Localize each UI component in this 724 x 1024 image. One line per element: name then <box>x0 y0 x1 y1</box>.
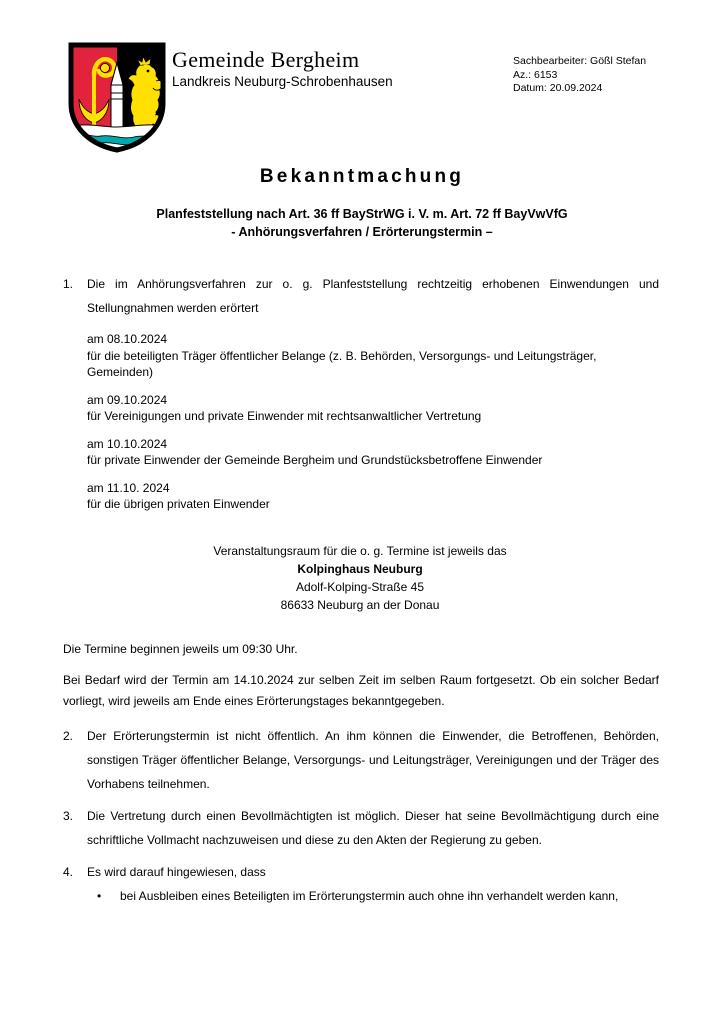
item-4-text: Es wird darauf hingewiesen, dass <box>87 864 266 879</box>
date-description: für die beteiligten Träger öffentlicher Belange (z. B. Behörden, Versorgungs- und Leitungsträger, Gemeinden) <box>87 348 597 379</box>
date-description: für private Einwender der Gemeinde Bergheim und Grundstücksbetroffene Einwender <box>87 453 543 467</box>
organization-block <box>172 47 492 90</box>
item-marker: 2. <box>63 728 74 743</box>
date-label: am 08.10.2024 <box>87 332 168 346</box>
date-label: am 09.10.2024 <box>87 392 168 407</box>
item-1-lead: Die im Anhörungsverfahren zur o. g. Planfeststellung rechtzeitig erhobenen Einwendungen und Stellungnahmen werden erörtert <box>87 277 659 315</box>
numbered-item-4 <box>63 860 659 908</box>
venue-name: Kolpinghaus Neuburg <box>297 561 423 576</box>
document-title: Bekanntmachung <box>259 166 465 187</box>
document-body <box>63 272 659 908</box>
numbered-item-3 <box>63 804 659 852</box>
meta-file-number: Az.: 6153 <box>513 68 558 81</box>
date-label: am 10.10.2024 <box>87 436 168 451</box>
bullet-point-icon: • <box>97 888 102 903</box>
numbered-item-1 <box>63 272 659 513</box>
bullet-item-1 <box>87 884 659 908</box>
meta-date: Datum: 20.09.2024 <box>513 82 603 94</box>
date-group-4 <box>87 480 659 513</box>
venue-street: Adolf-Kolping-Straße 45 <box>295 579 425 594</box>
date-description: für Vereinigungen und private Einwender mit rechtsanwaltlicher Vertretung <box>87 409 482 423</box>
subtitle-line-1: Planfeststellung nach Art. 36 ff BayStrWG i. V. m. Art. 72 ff BayVwVfG <box>156 207 568 221</box>
date-group-1 <box>87 331 659 381</box>
item-marker: 4. <box>63 864 74 879</box>
venue-city: 86633 Neuburg an der Donau <box>280 597 440 612</box>
start-time-note: Die Termine beginnen jeweils um 09:30 Uhr. <box>63 641 298 656</box>
coat-of-arms-icon <box>68 41 166 153</box>
bullet-text: bei Ausbleiben eines Beteiligten im Erörterungstermin auch ohne ihn verhandelt werden kann, <box>120 888 619 903</box>
item-marker: 3. <box>63 808 74 823</box>
date-group-3 <box>87 436 659 469</box>
numbered-item-2 <box>63 724 659 796</box>
document-subtitle <box>62 205 662 241</box>
date-group-2 <box>87 392 659 425</box>
item-3-text: Die Vertretung durch einen Bevollmächtigten ist möglich. Dieser hat seine Bevollmächtigung durch eine schriftliche Vollmacht nachzuweisen und diese zu den Akten der Regierung zu geben. <box>87 808 659 847</box>
item-2-text: Der Erörterungstermin ist nicht öffentlich. An ihm können die Einwender, die Betroffenen, Behörden, sonstigen Träger öffentlicher Belange, Versorgungs- und Leitungsträger, Vereinigungen und der Träger des Vorhabens teilnehmen. <box>87 728 659 791</box>
date-label: am 11.10. 2024 <box>87 480 170 495</box>
continuation-note: Bei Bedarf wird der Termin am 14.10.2024 zur selben Zeit im selben Raum fortgesetzt. Ob ein solcher Bedarf vorliegt, wird jeweils am Ende eines Erörterungstages bekanntgegeben. <box>63 672 659 708</box>
date-description: für die übrigen privaten Einwender <box>87 497 270 511</box>
organization-name: Gemeinde Bergheim <box>172 47 360 72</box>
document-header <box>0 0 724 160</box>
document-meta-block <box>513 55 646 96</box>
meta-clerk: Sachbearbeiter: Gößl Stefan <box>513 55 647 67</box>
venue-intro: Veranstaltungsraum für die o. g. Termine ist jeweils das <box>213 543 507 558</box>
venue-block <box>62 542 658 614</box>
organization-subtitle: Landkreis Neuburg-Schrobenhausen <box>172 74 393 89</box>
subtitle-line-2: - Anhörungsverfahren / Erörterungstermin – <box>231 225 493 239</box>
item-marker: 1. <box>63 277 74 291</box>
